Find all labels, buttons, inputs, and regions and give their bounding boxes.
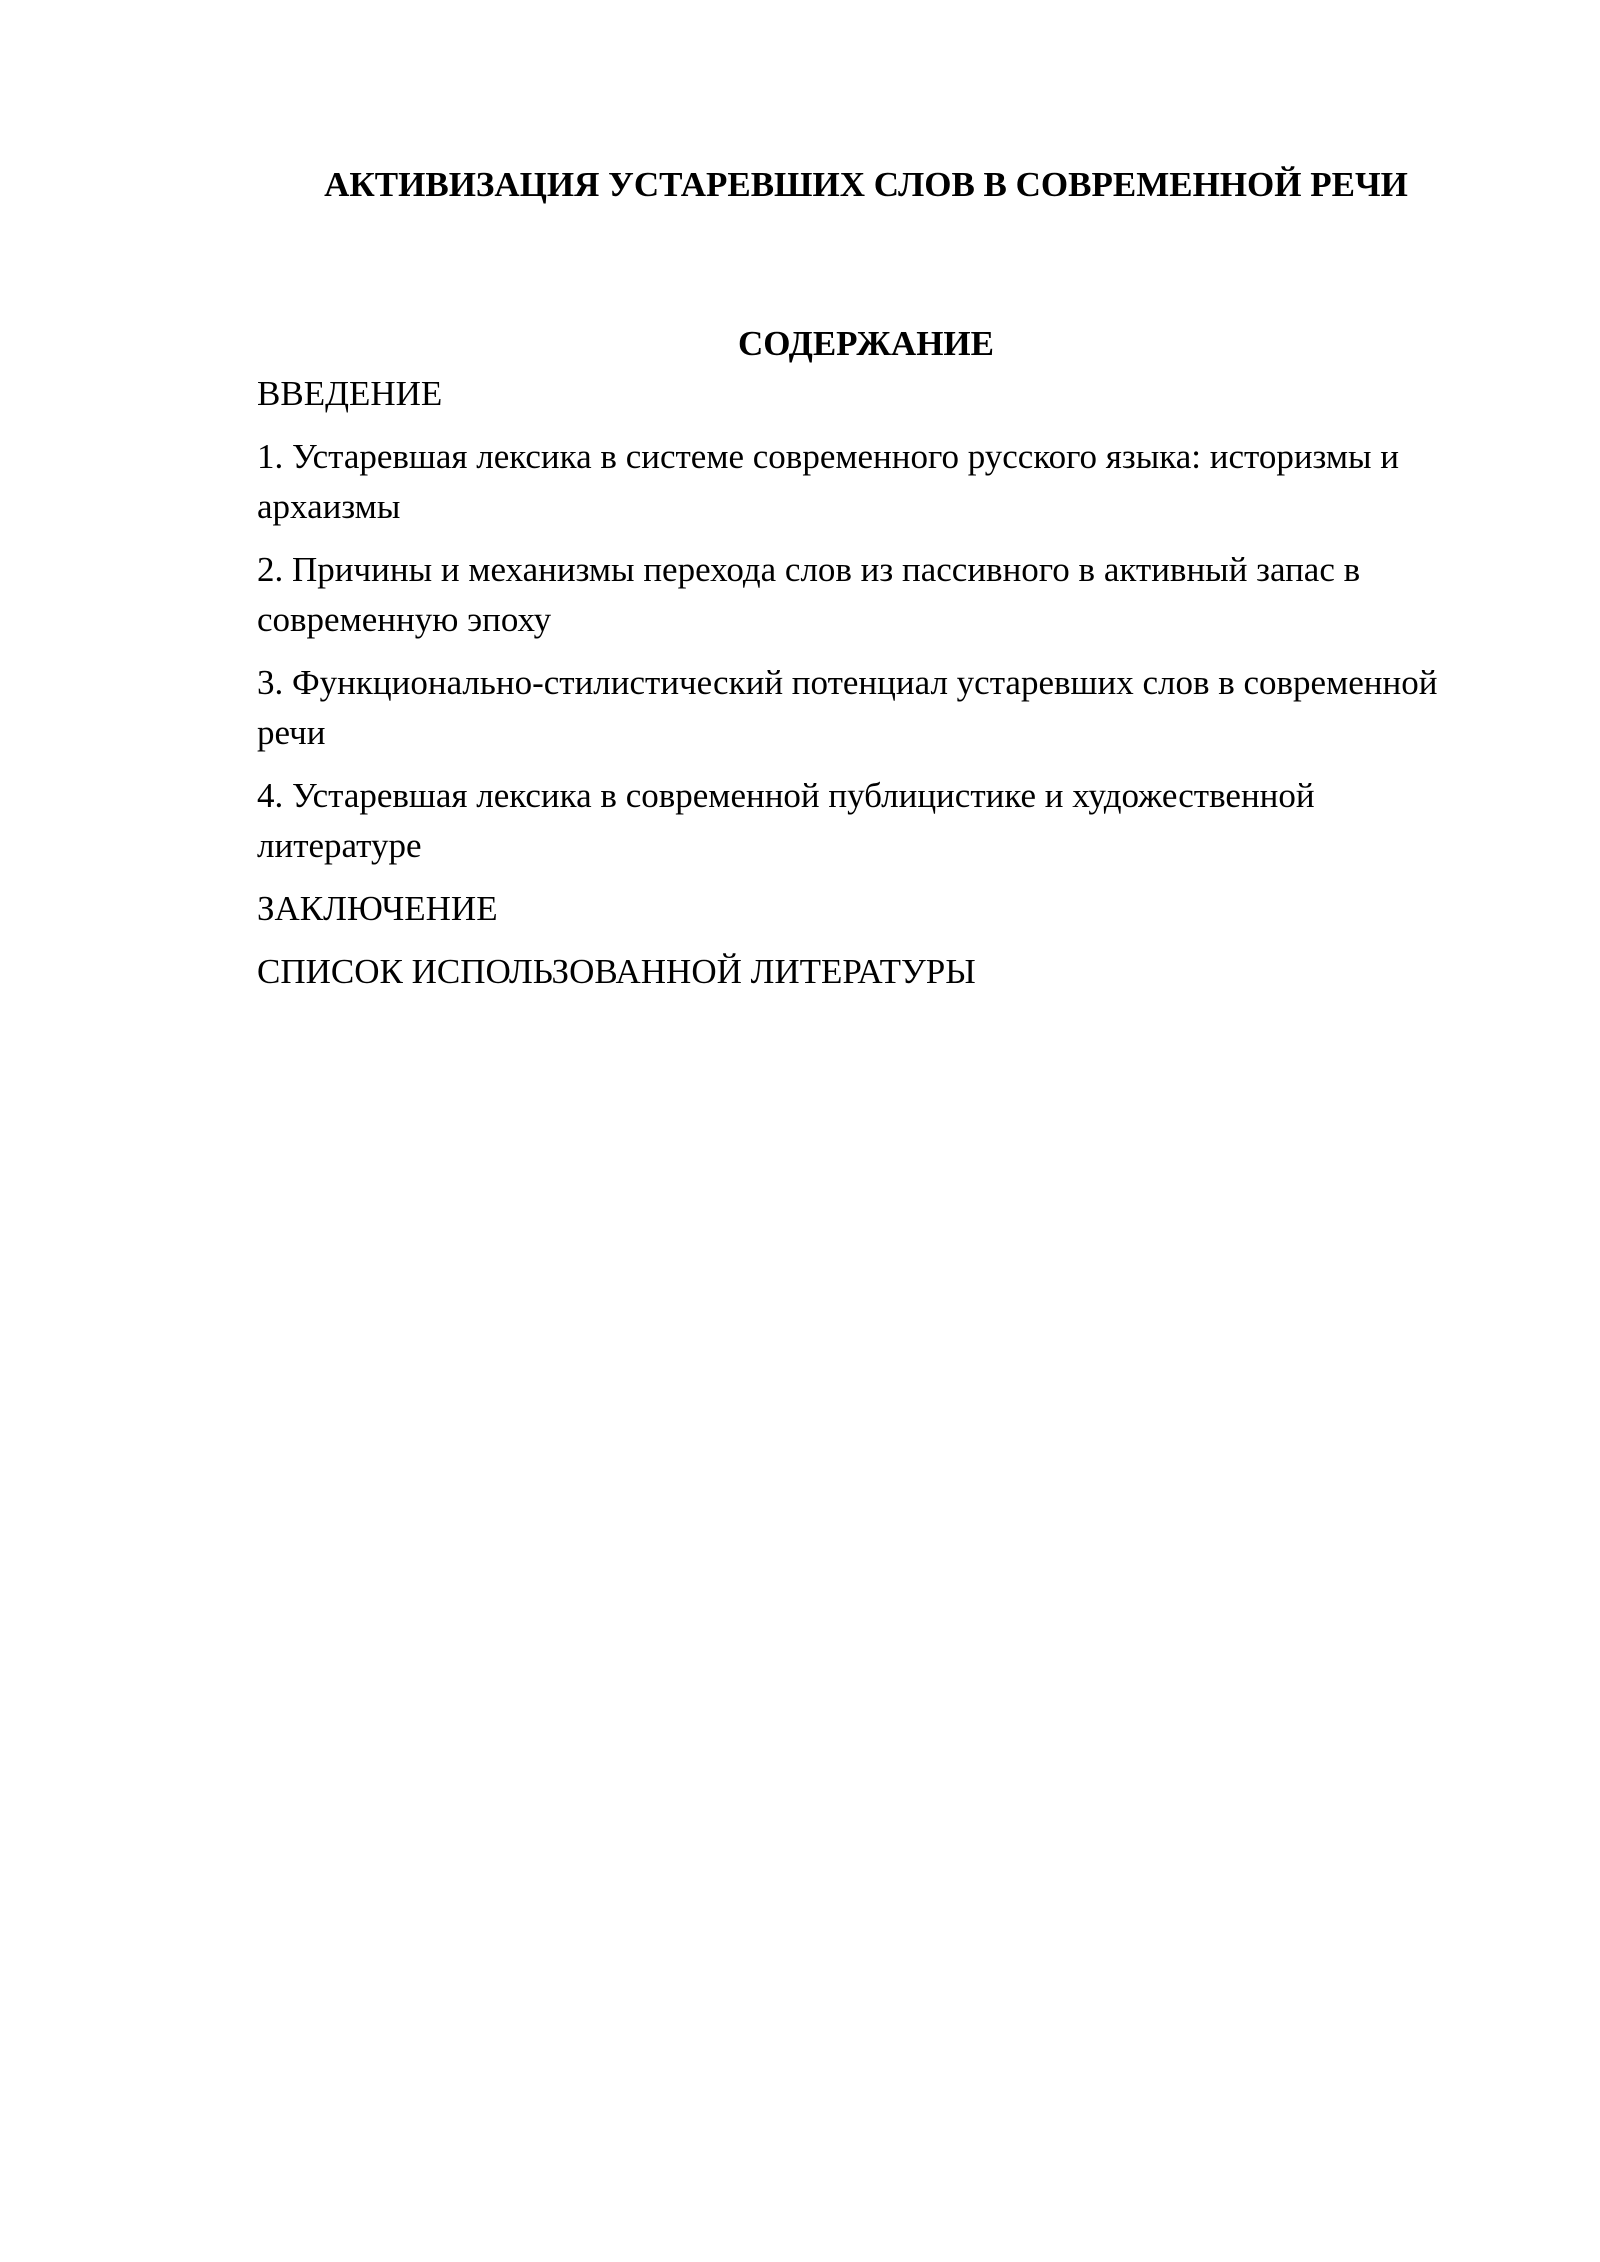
toc-heading: СОДЕРЖАНИЕ — [737, 324, 994, 363]
document-title: АКТИВИЗАЦИЯ УСТАРЕВШИХ СЛОВ В СОВРЕМЕННОЙ РЕЧИ — [324, 165, 1408, 204]
toc-entry-chapter-3: 3. Функционально-стилистический потенциал устаревших слов в современной речи — [257, 663, 1438, 752]
toc-entry-chapter-2: 2. Причины и механизмы перехода слов из пассивного в активный запас в современную эпоху — [257, 550, 1361, 639]
table-of-contents — [257, 369, 1475, 1010]
toc-entry-references: СПИСОК ИСПОЛЬЗОВАННОЙ ЛИТЕРАТУРЫ — [257, 952, 976, 991]
toc-entry-chapter-4: 4. Устаревшая лексика в современной публицистике и художественной литературе — [257, 776, 1315, 865]
toc-entry-chapter-1: 1. Устаревшая лексика в системе современного русского языка: историзмы и архаизмы — [257, 437, 1400, 526]
toc-entry-introduction: ВВЕДЕНИЕ — [257, 374, 443, 413]
toc-entry-conclusion: ЗАКЛЮЧЕНИЕ — [257, 889, 498, 928]
